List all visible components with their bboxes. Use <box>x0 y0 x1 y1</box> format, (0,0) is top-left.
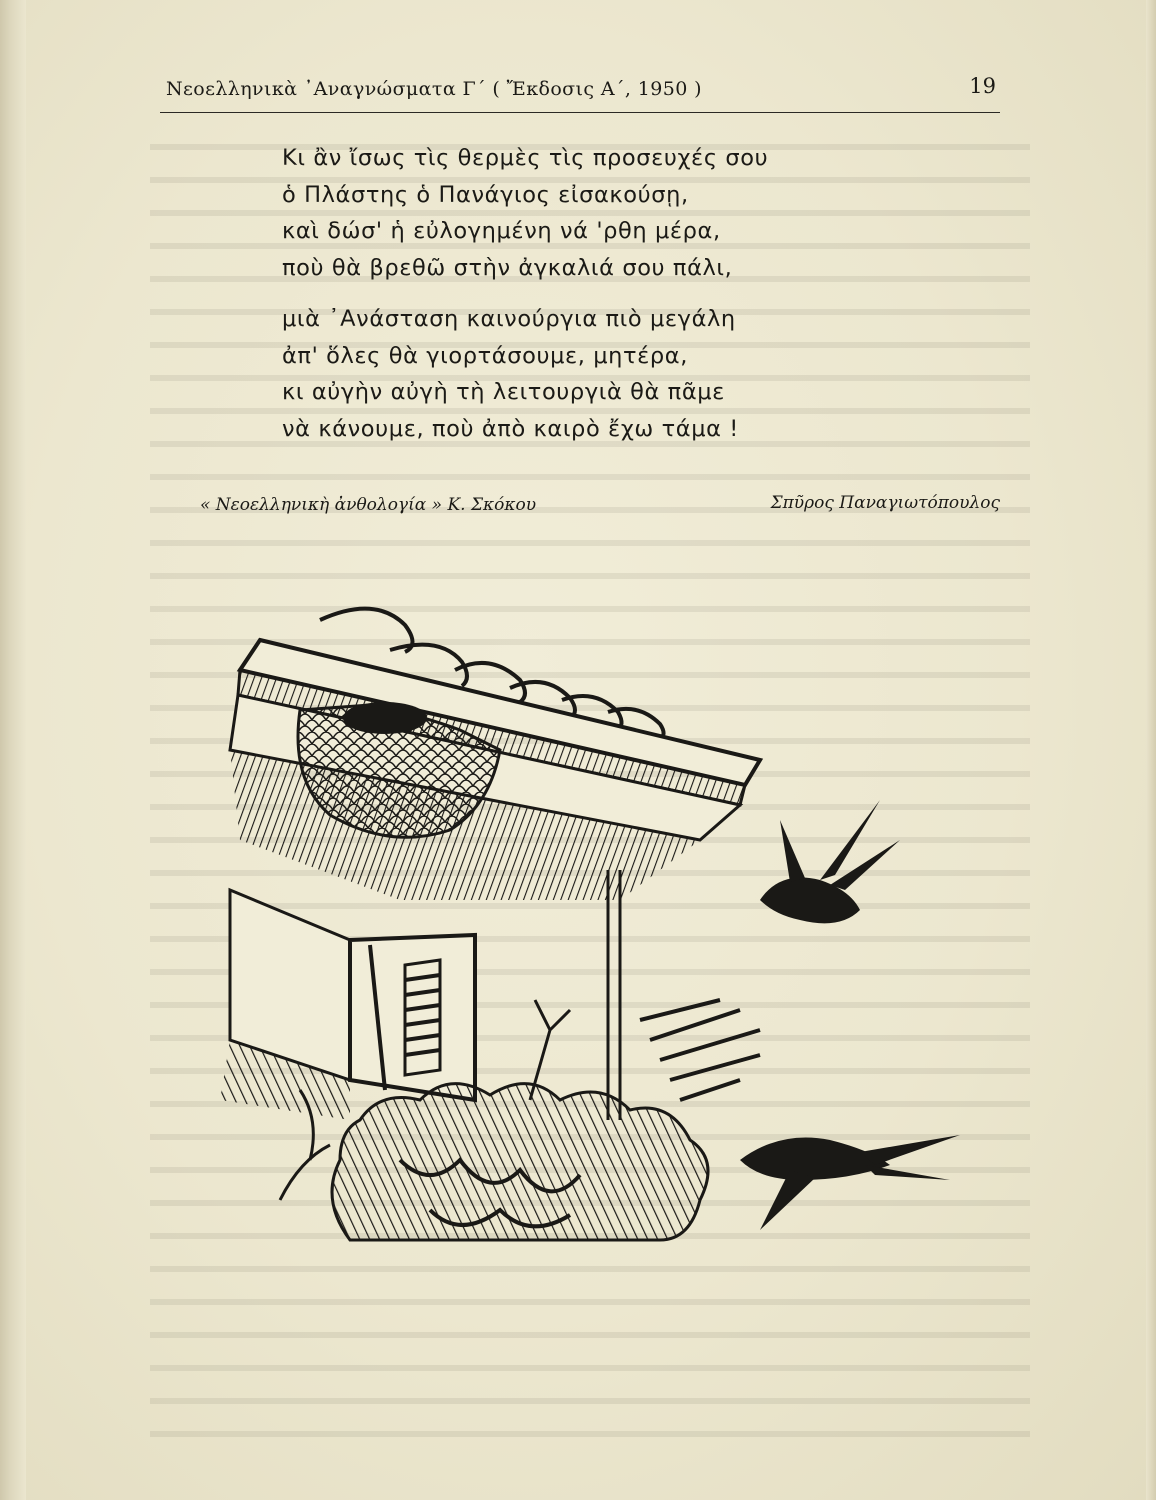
page-right-edge <box>1146 0 1156 1500</box>
swallows-nest-illustration <box>200 600 1020 1320</box>
header-rule <box>160 112 1000 113</box>
verse-line: καὶ δώσ' ἡ εὐλογημένη νά 'ρθη μέρα, <box>282 218 721 244</box>
poem <box>282 140 902 462</box>
verse-line: νὰ κάνουμε, ποὺ ἀπὸ καιρὸ ἔχω τάμα ! <box>282 415 739 442</box>
verse-line: ἀπ' ὅλες θὰ γιορτάσουμε, μητέρα, <box>282 342 688 369</box>
verse-line: κι αὐγὴν αὐγὴ τὴ λειτουργιὰ θὰ πᾶμε <box>282 379 725 405</box>
wall-shading <box>640 1000 760 1100</box>
stanza <box>282 140 902 286</box>
source-citation: « Νεοελληνικὴ ἀνθολογία » Κ. Σκόκου <box>200 495 537 515</box>
page-number: 19 <box>969 74 996 98</box>
verse-line: Κι ἂν ἴσως τὶς θερμὲς τὶς προσευχές σου <box>282 145 769 171</box>
stanza <box>282 301 902 447</box>
swallow-bird <box>740 1135 960 1230</box>
swallow-bird <box>760 800 900 923</box>
verse-line: ὁ Πλάστης ὁ Πανάγιος εἰσακούσῃ, <box>282 181 689 208</box>
verse-line: μιὰ ᾿Ανάσταση καινούργια πιὸ μεγάλη <box>282 306 736 332</box>
poet-name: Σπῦρος Παναγιωτόπουλος <box>770 493 1000 513</box>
running-header-title: Νεοελληνικὰ ᾿Αναγνώσματα Γ΄ ( Ἔκδοσις Α΄, 1950 ) <box>166 78 702 100</box>
attribution <box>200 493 1000 523</box>
running-header <box>160 74 1000 114</box>
verse-line: ποὺ θὰ βρεθῶ στὴν ἀγκαλιά σου πάλι, <box>282 254 733 281</box>
house-wall <box>608 870 620 1120</box>
window-shutter <box>220 890 475 1120</box>
page-binding-edge <box>0 0 26 1500</box>
